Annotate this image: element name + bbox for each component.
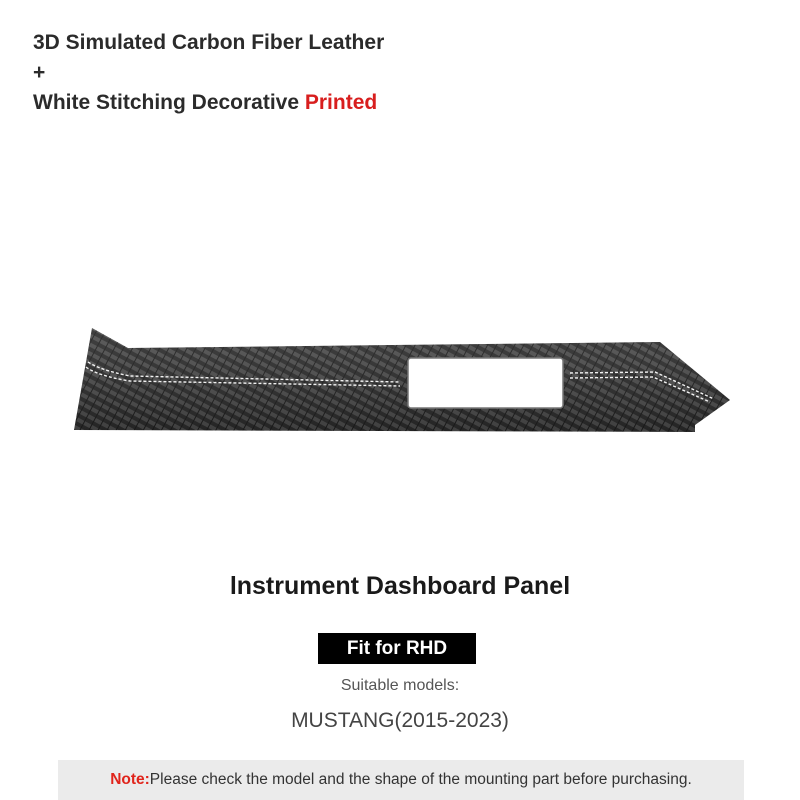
headline-accent-printed: Printed bbox=[304, 91, 378, 114]
suitable-models-label: Suitable models: bbox=[340, 677, 460, 694]
product-title: lnstrument Dashboard Panel bbox=[229, 572, 571, 600]
headline-line-2: + bbox=[33, 61, 46, 84]
headline-line-3-prefix: White Stitching Decorative bbox=[33, 91, 305, 114]
note-bar bbox=[58, 760, 744, 800]
fit-rhd-badge: Fit for RHD bbox=[318, 633, 476, 664]
suitable-models-value: MUSTANG(2015-2023) bbox=[291, 709, 509, 732]
note-text: Please check the model and the shape of the mounting part before purchasing. bbox=[149, 771, 692, 788]
note-label: Note: bbox=[110, 771, 150, 788]
headline-line-1: 3D Simulated Carbon Fiber Leather bbox=[33, 31, 385, 54]
